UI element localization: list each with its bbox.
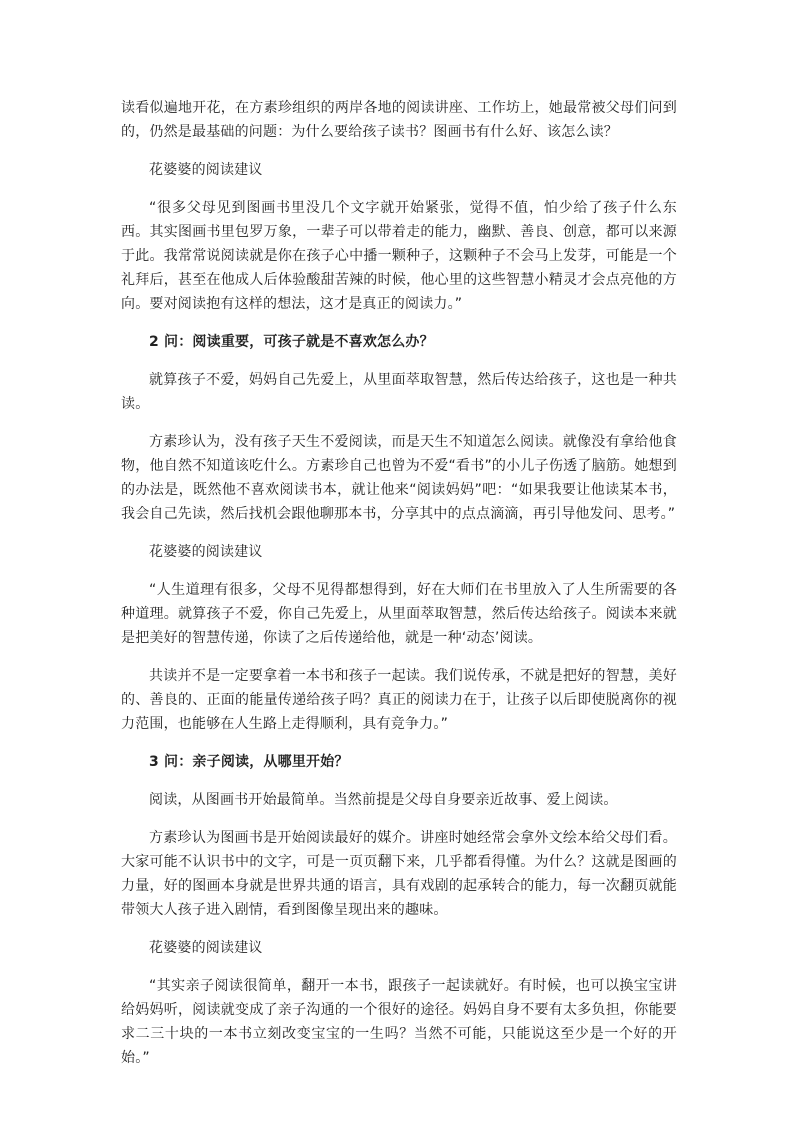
question-heading-3: 3 问：亲子阅读，从哪里开始？ [149, 754, 349, 770]
advice-quote: “其实亲子阅读很简单，翻开一本书，跟孩子一起读就好。有时候，也可以换宝宝讲给妈妈听，阅读就变成了亲子沟通的一个很好的途径。妈妈自身不要有太多负担，你能要求二三十块的一本书立刻改变宝宝的一生吗？当然不可能，只能说这至少是一个好的开始。” [121, 978, 677, 1066]
paragraph-intro: 读看似遍地开花，在方素珍组织的两岸各地的阅读讲座、工作坊上，她最常被父母们问到的，仍然是最基础的问题：为什么要给孩子读书？图画书有什么好、该怎么读？ [121, 100, 677, 140]
paragraph: 就算孩子不爱，妈妈自己先爱上，从里面萃取智慧，然后传达给孩子，这也是一种共读。 [121, 372, 677, 412]
advice-heading: 花婆婆的阅读建议 [149, 940, 263, 956]
advice-quote: “很多父母见到图画书里没几个文字就开始紧张，觉得不值，怕少给了孩子什么东西。其实图画书里包罗万象，一辈子可以带着走的能力，幽默、善良、创意，都可以来源于此。我常常说阅读就是你在孩子心中播一颗种子，这颗种子不会马上发芽，可能是一个礼拜后，甚至在他成人后体验酸甜苦辣的时候，他心里的这些智慧小精灵才会点亮他的方向。要对阅读抱有这样的想法，这才是真正的阅读力。” [121, 200, 677, 312]
advice-heading: 花婆婆的阅读建议 [149, 544, 263, 560]
paragraph: 阅读，从图画书开始最简单。当然前提是父母自身要亲近故事、爱上阅读。 [149, 792, 618, 808]
paragraph: 方素珍认为，没有孩子天生不爱阅读，而是天生不知道怎么阅读。就像没有拿给他食物，他自然不知道该吃什么。方素珍自己也曾为不爱“看书”的小儿子伤透了脑筋。她想到的办法是，既然他不喜欢阅读书本，就让他来“阅读妈妈”吧：“如果我要让他读某本书，我会自己先读，然后找机会跟他聊那本书，分享其中的点点滴滴，再引导他发问、思考。” [121, 434, 677, 522]
advice-heading: 花婆婆的阅读建议 [149, 162, 263, 178]
paragraph: 方素珍认为图画书是开始阅读最好的媒介。讲座时她经常会拿外文绘本给父母们看。大家可能不认识书中的文字，可是一页页翻下来，几乎都看得懂。为什么？这就是图画的力量，好的图画本身就是世界共通的语言，具有戏剧的起承转合的能力，每一次翻页就能带领大人孩子进入剧情，看到图像呈现出来的趣味。 [121, 830, 677, 918]
document-page [121, 96, 677, 1070]
advice-quote: “人生道理有很多，父母不见得都想得到，好在大师们在书里放入了人生所需要的各种道理。就算孩子不爱，你自己先爱上，从里面萃取智慧，然后传达给孩子。阅读本来就是把美好的智慧传递，你读了之后传递给他，就是一种‘动态’阅读。 [121, 582, 677, 646]
question-heading-2: 2 问：阅读重要，可孩子就是不喜欢怎么办？ [149, 334, 434, 350]
advice-quote-continued: 共读并不是一定要拿着一本书和孩子一起读。我们说传承，不就是把好的智慧，美好的、善良的、正面的能量传递给孩子吗？真正的阅读力在于，让孩子以后即使脱离你的视力范围，也能够在人生路上走得顺利，具有竞争力。” [121, 668, 677, 732]
